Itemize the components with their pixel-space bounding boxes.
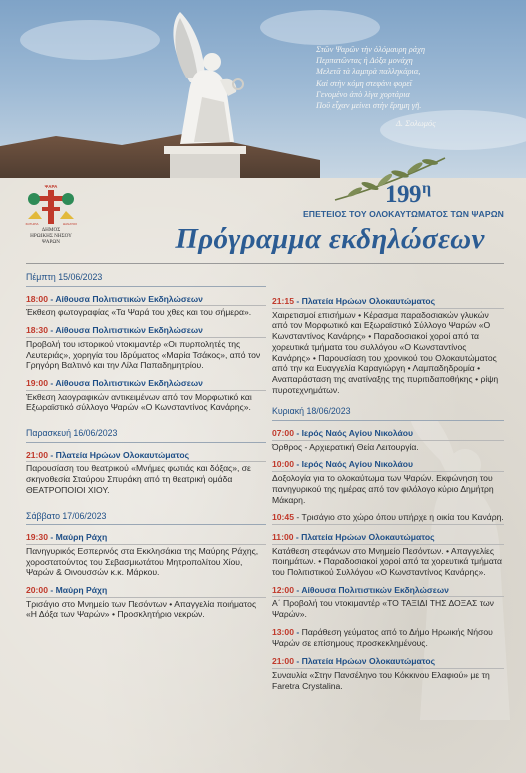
event-description: Α΄ Προβολή του ντοκιμαντέρ «ΤΟ ΤΑΞΙΔΙ ΤΗΣ ΔΟΞΑΣ των Ψαρών».	[272, 598, 494, 620]
event-place: Ιερός Ναός Αγίου Νικολάου	[301, 459, 414, 470]
event-item	[26, 585, 266, 620]
event-item	[26, 325, 266, 371]
event-place: Αίθουσα Πολιτιστικών Εκδηλώσεων	[55, 325, 203, 336]
event-item	[26, 532, 266, 578]
event-time: 11:00	[272, 531, 294, 542]
event-header: 10:00 - Ιερός Ναός Αγίου Νικολάου	[272, 459, 504, 472]
event-header: 20:00 - Μαύρη Ράχη	[26, 585, 266, 598]
event-time: 18:30	[26, 325, 48, 336]
event-time: 18:00	[26, 293, 48, 304]
event-place: Αίθουσα Πολιτιστικών Εκδηλώσεων	[301, 584, 449, 595]
event-time: 21:00	[26, 449, 48, 460]
event-time: 10:45	[272, 512, 294, 523]
event-item	[26, 294, 266, 318]
event-item	[272, 428, 504, 452]
event-description: Παράθεση γεύματος από το Δήμο Ηρωικής Νήσου Ψαρών σε επίσημους προσκεκλημένους.	[272, 626, 493, 648]
poem-line: Στῶν Ψαρῶν τὴν ὀλόμαυρη ράχη	[316, 45, 426, 54]
logo-caption-line: ΔΗΜΟΣ	[41, 227, 61, 233]
day-heading: Πέμπτη 15/06/2023	[26, 272, 266, 287]
statue-image	[150, 12, 260, 178]
event-place: Πλατεία Ηρώων Ολοκαυτώματος	[301, 296, 436, 306]
municipality-logo-icon	[22, 183, 80, 227]
event-place: Πλατεία Ηρώων Ολοκαυτώματος	[55, 449, 190, 460]
event-description: Παρουσίαση του θεατρικού «Μνήμες φωτιάς και δόξας», σε σκηνοθεσία Σταύρου Σπυράκη από τη θεατρική ομάδα ΘΕΑΤΡΟΠΟΙΟΙ ΧΙΟΥ.	[26, 463, 251, 495]
event-header: 11:00 - Πλατεία Ηρώων Ολοκαυτώματος	[272, 532, 504, 545]
event-description: Κατάθεση στεφάνων στο Μνημείο Πεσόντων. • Απαγγελίες ποιημάτων. • Παραδοσιακοί χοροί από τα χορευτικά τμήματα του Πολιτιστικού Συλλόγου «Ο Κωνσταντίνος Κανάρης».	[272, 545, 503, 578]
logo-caption	[22, 227, 80, 245]
event-description: Τρισάγιο στο χώρο όπου υπήρχε η οικία του Κανάρη.	[301, 512, 504, 523]
event-header: 21:15 - Πλατεία Ηρώων Ολοκαυτώματος	[272, 296, 504, 309]
event-header: 18:00 - Αίθουσα Πολιτιστικών Εκδηλώσεων	[26, 294, 266, 307]
logo-left-text: ΣΩΤΗΡΙΑ	[25, 222, 39, 226]
event-description: Έκθεση φωτογραφίας «Τα Ψαρά του χθες και του σήμερα».	[26, 307, 252, 318]
poem-line: Περπατῶντας ἡ Δόξα μονάχη	[316, 56, 413, 66]
event-header: 12:00 - Αίθουσα Πολιτιστικών Εκδηλώσεων	[272, 585, 504, 598]
event-description: Δοξολογία για το ολοκαύτωμα των Ψαρών. Εκφώνηση του πανηγυρικού της ημέρας από τον φιλόλογο κύριο Δημήτρη Μάκαρη.	[272, 473, 494, 505]
event-item	[272, 459, 504, 505]
right-column	[272, 296, 504, 698]
day-heading: Κυριακή 18/06/2023	[272, 406, 504, 421]
event-header: 21:00 - Πλατεία Ηρώων Ολοκαυτώματος	[272, 656, 504, 669]
poem	[316, 44, 516, 129]
anniversary-number-suffix: η	[422, 180, 431, 197]
poem-line: Καὶ στὴν κόμη στεφάνι φορεῖ	[316, 78, 412, 88]
event-header: 13:00 - Παράθεση γεύματος από το Δήμο Ηρωικής Νήσου Ψαρών σε επίσημους προσκεκλημένους.	[272, 626, 493, 648]
poem-line: Γενομένο ἀπὸ λίγα χορτάρια	[316, 89, 410, 99]
day-heading: Παρασκευή 16/06/2023	[26, 428, 266, 443]
event-header: 18:30 - Αίθουσα Πολιτιστικών Εκδηλώσεων	[26, 325, 266, 338]
event-item	[272, 585, 504, 620]
subtitle: ΕΠΕΤΕΙΟΣ ΤΟΥ ΟΛΟΚΑΥΤΩΜΑΤΟΣ ΤΩΝ ΨΑΡΩΝ	[302, 209, 504, 219]
poem-line: Ποῦ εἶχαν μείνει στὴν ἔρημη γῆ.	[316, 101, 422, 111]
poem-line: Μελετᾶ τὰ λαμπρὰ παλληκάρια,	[316, 67, 421, 77]
event-time: 21:15	[272, 296, 294, 306]
logo-caption-line: ΨΑΡΩΝ	[41, 239, 61, 245]
anniversary-number	[385, 180, 505, 209]
event-item	[272, 512, 504, 525]
event-time: 19:30	[26, 532, 48, 543]
event-item	[26, 378, 266, 413]
event-place: Πλατεία Ηρώων Ολοκαυτώματος	[301, 656, 436, 667]
logo-top-text: ΨΑΡΑ	[44, 184, 58, 189]
event-place: Πλατεία Ηρώων Ολοκαυτώματος	[301, 531, 435, 542]
event-header: 19:00 - Αίθουσα Πολιτιστικών Εκδηλώσεων	[26, 378, 266, 391]
event-header: 07:00 - Ιερός Ναός Αγίου Νικολάου	[272, 428, 504, 441]
municipality-logo	[22, 183, 80, 253]
event-place: Μαύρη Ράχη	[55, 532, 108, 543]
event-time: 19:00	[26, 377, 48, 388]
left-column	[26, 272, 266, 627]
event-description: Προβολή του ιστορικού ντοκιμαντέρ «Οι πυρπολητές της Λευτεριάς», χορηγία του Ιδρύματος «Μαρία Τσάκος», από τον Γρηγόρη Βαλτινό και την Λίλα Παπαδημητρίου.	[26, 338, 261, 371]
event-header: 19:30 - Μαύρη Ράχη	[26, 532, 266, 545]
page-title: Πρόγραμμα εκδηλώσεων	[175, 223, 485, 255]
title-divider	[26, 263, 504, 264]
event-item	[272, 656, 504, 691]
event-time: 10:00	[272, 459, 294, 470]
event-item	[272, 627, 504, 649]
event-description: Έκθεση λαογραφικών αντικειμένων από τον Μορφωτικό και Εξωραϊστικό σύλλογο Ψαρών «Ο Κωνσταντίνος Κανάρης».	[26, 391, 252, 413]
event-time: 13:00	[272, 626, 294, 637]
event-item	[272, 296, 504, 395]
logo-caption-line: ΗΡΩΙΚΗΣ ΝΗΣΟΥ	[30, 233, 72, 239]
day-heading: Σάββατο 17/06/2023	[26, 511, 266, 526]
event-header: 10:45 - Τρισάγιο στο χώρο όπου υπήρχε η οικία του Κανάρη.	[272, 512, 504, 525]
event-time: 07:00	[272, 428, 294, 439]
event-place: Αίθουσα Πολιτιστικών Εκδηλώσεων	[55, 293, 203, 304]
logo-right-text: ΘΑΝΑΤΟΣ	[62, 222, 78, 226]
event-place: Ιερός Ναός Αγίου Νικολάου	[301, 428, 414, 439]
event-time: 20:00	[26, 585, 48, 596]
event-place: Αίθουσα Πολιτιστικών Εκδηλώσεων	[55, 377, 203, 388]
event-item	[26, 450, 266, 496]
event-time: 12:00	[272, 584, 294, 595]
event-item	[272, 532, 504, 578]
event-description: Τρισάγιο στο Μνημείο των Πεσόντων • Απαγγελία ποιήματος «Η Δόξα των Ψαρών» • Προσκλητήριο νεκρών.	[26, 598, 257, 620]
poem-author: Δ. Σολωμός	[396, 119, 436, 129]
event-description: Όρθρος - Αρχιερατική Θεία Λειτουργία.	[272, 441, 419, 452]
event-time: 21:00	[272, 656, 294, 667]
event-header: 21:00 - Πλατεία Ηρώων Ολοκαυτώματος	[26, 450, 266, 463]
event-description: Συναυλία «Στην Πανσέληνο του Κόκκινου Ελαφιού» με τη Faretra Crystalina.	[272, 669, 490, 691]
event-description: Πανηγυρικός Εσπερινός στα Εκκλησάκια της Μαύρης Ράχης, χοροστατούντος του Σεβασμιωτάτου Μητροπολίτου Χίου, Ψαρών & Οινουσσών κ.κ. Μάρκου.	[26, 545, 259, 578]
event-place: Μαύρη Ράχη	[55, 585, 108, 596]
event-description: Χαιρετισμοί επισήμων • Κέρασμα παραδοσιακών γλυκών από τον Μορφωτικό και Εξωραϊστικό Σύλλογο Ψαρών «Ο Κωνσταντίνος Κανάρης» • Παραδοσιακοί χοροί από τα χορευτικά τμήματα του συλλόγου «Ο Κωνσταντίνος Κανάρης» • Παρουσίαση του χρονικού του Ολοκαυτώματος από την κα Ευαγγελία Καραγιώργη • Λαμπαδηδρομία • Αναπαράσταση της ανατίναξης της πυριτιδαποθήκης • ρίψη πυροτεχνημάτων.	[272, 309, 499, 395]
anniversary-number-value: 199	[385, 181, 421, 208]
